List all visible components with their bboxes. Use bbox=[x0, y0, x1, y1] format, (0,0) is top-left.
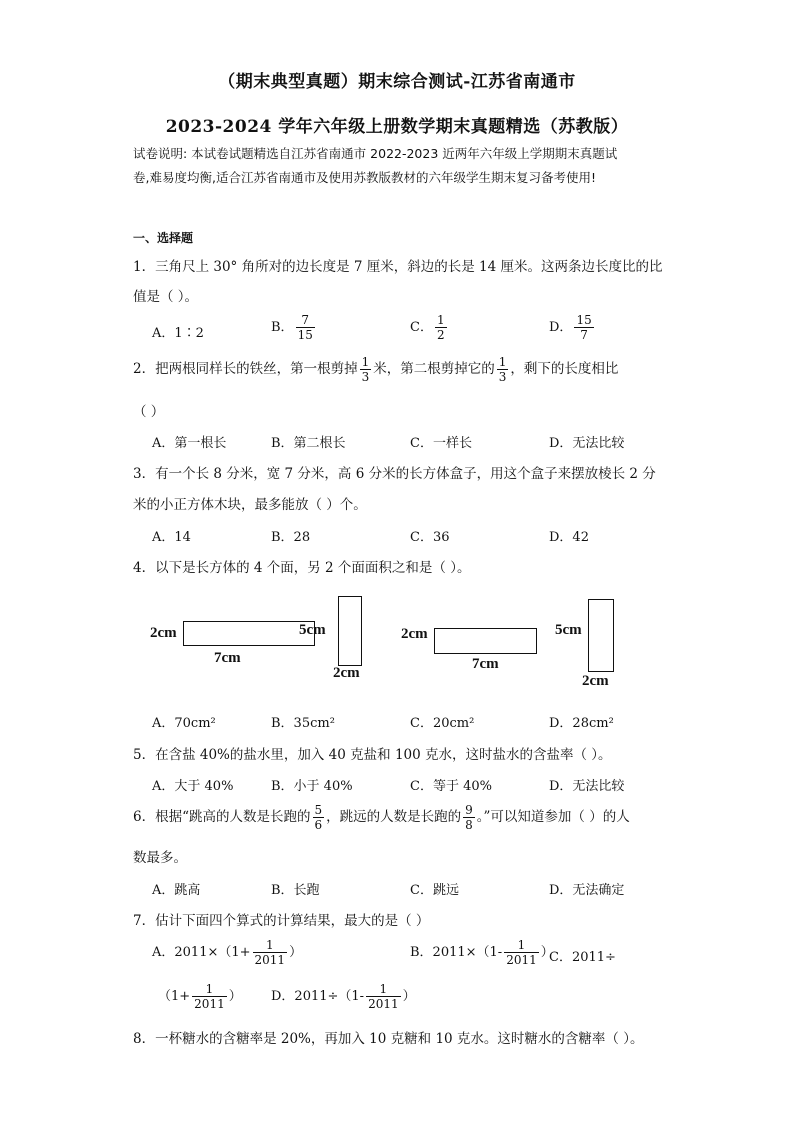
q3-option-b: B．28 bbox=[271, 530, 311, 545]
q1-option-d-fraction bbox=[574, 314, 593, 341]
q7-option-d-fraction bbox=[366, 983, 401, 1010]
q2-line2: （ ） bbox=[133, 404, 165, 420]
q6-text-part2: ，跳远的人数是长跑的 bbox=[326, 809, 462, 825]
q4-option-a: A．70cm² bbox=[152, 716, 216, 731]
rect1-width-label: 7cm bbox=[214, 650, 241, 666]
q6-fraction1 bbox=[313, 804, 325, 831]
q5-option-a: A．大于 40% bbox=[152, 779, 234, 794]
q7-option-a-prefix: A．2011×（1+ bbox=[152, 945, 251, 960]
q2-line1 bbox=[133, 356, 618, 383]
q6-option-b: B．长跑 bbox=[271, 883, 320, 898]
fraction-numerator: 5 bbox=[314, 803, 323, 817]
q7-option-c-fraction bbox=[192, 983, 227, 1010]
fraction-denominator: 2011 bbox=[254, 953, 286, 967]
q7-option-d bbox=[271, 983, 416, 1010]
q6-text-part1: 6．根据“跳高的人数是长跑的 bbox=[133, 809, 311, 825]
fraction-denominator: 2011 bbox=[194, 997, 225, 1011]
fraction-numerator: 1 bbox=[436, 313, 445, 327]
fraction-denominator: 2 bbox=[436, 328, 445, 342]
q4-option-c: C．20cm² bbox=[410, 716, 475, 731]
q7-option-b bbox=[410, 939, 554, 966]
q5-option-b: B．小于 40% bbox=[271, 779, 353, 794]
fraction-denominator: 15 bbox=[297, 328, 313, 342]
q7-line1: 7．估计下面四个算式的计算结果，最大的是（ ） bbox=[133, 913, 430, 929]
q3-line1: 3．有一个长 8 分米，宽 7 分米，高 6 分米的长方体盒子，用这个盒子来摆放棱长 2 分 bbox=[133, 466, 656, 482]
q7-option-c-suffix: ） bbox=[228, 989, 242, 1004]
q7-option-a bbox=[152, 939, 302, 966]
q2-text-part2: 米，第二根剪掉它的 bbox=[373, 361, 495, 377]
fraction-denominator: 8 bbox=[465, 818, 473, 832]
fraction-numerator: 1 bbox=[498, 355, 507, 369]
fraction-denominator: 2011 bbox=[506, 953, 537, 967]
page-title-line1: （期末典型真题）期末综合测试-江苏省南通市 bbox=[218, 72, 576, 92]
q1-option-a: A．1∶2 bbox=[152, 326, 204, 341]
fraction-numerator: 9 bbox=[465, 803, 473, 817]
q7-option-b-fraction bbox=[504, 939, 539, 966]
q2-option-b: B．第二根长 bbox=[271, 436, 346, 451]
fraction-numerator: 1 bbox=[366, 983, 401, 997]
q3-option-a: A．14 bbox=[152, 530, 191, 545]
q7-option-d-suffix: ） bbox=[402, 989, 416, 1004]
fraction-denominator: 3 bbox=[498, 370, 507, 384]
q3-option-d: D．42 bbox=[549, 530, 589, 545]
q6-option-c: C．跳远 bbox=[410, 883, 459, 898]
page-title-line2: 2023-2024 学年六年级上册数学期末真题精选（苏教版） bbox=[165, 117, 629, 137]
q7-option-b-suffix: ） bbox=[540, 945, 554, 960]
q1-option-d-label: D． bbox=[549, 320, 573, 335]
section-title: 一、选择题 bbox=[133, 231, 194, 245]
description-line2: 卷,难易度均衡,适合江苏省南通市及使用苏教版教材的六年级学生期末复习备考使用! bbox=[133, 170, 596, 185]
fraction-numerator: 1 bbox=[192, 983, 227, 997]
fraction-numerator: 15 bbox=[576, 313, 592, 327]
q8-line1: 8．一杯糖水的含糖率是 20%，再加入 10 克糖和 10 克水。这时糖水的含糖率（ ）。 bbox=[133, 1031, 644, 1047]
q1-option-c-label: C． bbox=[410, 320, 433, 335]
rect4-face bbox=[588, 599, 614, 672]
q3-line2: 米的小正方体木块，最多能放（ ）个。 bbox=[133, 497, 367, 513]
fraction-numerator: 1 bbox=[361, 355, 370, 369]
q5-line1: 5．在含盐 40%的盐水里，加入 40 克盐和 100 克水，这时盐水的含盐率（ ）。 bbox=[133, 747, 612, 763]
q3-option-c: C．36 bbox=[410, 530, 450, 545]
q4-option-b: B．35cm² bbox=[271, 716, 335, 731]
fraction-numerator: 1 bbox=[253, 939, 288, 953]
rect4-width-label: 2cm bbox=[582, 673, 609, 689]
q5-option-d: D．无法比较 bbox=[549, 779, 625, 794]
q1-line2: 值是（ ）。 bbox=[133, 289, 199, 305]
q6-line2: 数最多。 bbox=[133, 850, 187, 866]
description-line1: 试卷说明: 本试卷试题精选自江苏省南通市 2022-2023 近两年六年级上学期期末真题试 bbox=[133, 146, 618, 161]
rect2-width-label: 2cm bbox=[333, 665, 360, 681]
q1-option-b-label: B． bbox=[271, 320, 294, 335]
rect1-height-label: 2cm bbox=[150, 625, 177, 641]
rect3-width-label: 7cm bbox=[472, 656, 499, 672]
fraction-numerator: 1 bbox=[504, 939, 539, 953]
q7-option-d-prefix: D．2011÷（1- bbox=[271, 989, 365, 1004]
q1-option-c-fraction bbox=[435, 314, 447, 341]
q1-option-c bbox=[410, 314, 449, 341]
q4-option-d: D．28cm² bbox=[549, 716, 614, 731]
rect2-height-label: 5cm bbox=[299, 622, 326, 638]
rect4-height-label: 5cm bbox=[555, 622, 582, 638]
q1-option-b-fraction bbox=[296, 314, 315, 341]
q7-option-c-open: （1+ bbox=[158, 989, 191, 1004]
q7-option-a-fraction bbox=[253, 939, 288, 966]
q1-option-d bbox=[549, 314, 596, 341]
q7-option-b-prefix: B．2011×（1- bbox=[410, 945, 503, 960]
q2-text-part1: 2．把两根同样长的铁丝，第一根剪掉 bbox=[133, 361, 358, 377]
fraction-denominator: 3 bbox=[361, 370, 370, 384]
q6-line1 bbox=[133, 804, 630, 831]
rect2-face bbox=[338, 596, 362, 666]
fraction-denominator: 6 bbox=[314, 818, 323, 832]
q2-option-d: D．无法比较 bbox=[549, 436, 625, 451]
q1-option-b bbox=[271, 314, 317, 341]
fraction-numerator: 7 bbox=[296, 314, 315, 328]
q2-fraction1 bbox=[360, 356, 372, 383]
q6-option-a: A．跳高 bbox=[152, 883, 201, 898]
q6-option-d: D．无法确定 bbox=[549, 883, 625, 898]
q7-option-a-suffix: ） bbox=[289, 945, 303, 960]
q2-fraction2 bbox=[497, 356, 509, 383]
q1-line1: 1．三角尺上 30° 角所对的边长度是 7 厘米，斜边的长是 14 厘米。这两条边长度比的比 bbox=[133, 259, 663, 275]
q7-option-c-continued bbox=[158, 983, 242, 1010]
fraction-denominator: 7 bbox=[580, 328, 588, 342]
q7-option-c-prefix: C．2011÷ bbox=[549, 950, 616, 965]
fraction-denominator: 2011 bbox=[368, 997, 399, 1011]
q2-option-c: C．一样长 bbox=[410, 436, 472, 451]
q5-option-c: C．等于 40% bbox=[410, 779, 492, 794]
q6-text-part3: 。”可以知道参加（ ）的人 bbox=[476, 809, 630, 825]
rect1-face bbox=[183, 621, 315, 646]
q2-option-a: A．第一根长 bbox=[152, 436, 227, 451]
q4-line1: 4．以下是长方体的 4 个面，另 2 个面面积之和是（ ）。 bbox=[133, 560, 471, 576]
rect3-face bbox=[434, 628, 537, 654]
q6-fraction2 bbox=[463, 804, 475, 831]
rect3-height-label: 2cm bbox=[401, 626, 428, 642]
q2-text-part3: ，剩下的长度相比 bbox=[510, 361, 619, 377]
